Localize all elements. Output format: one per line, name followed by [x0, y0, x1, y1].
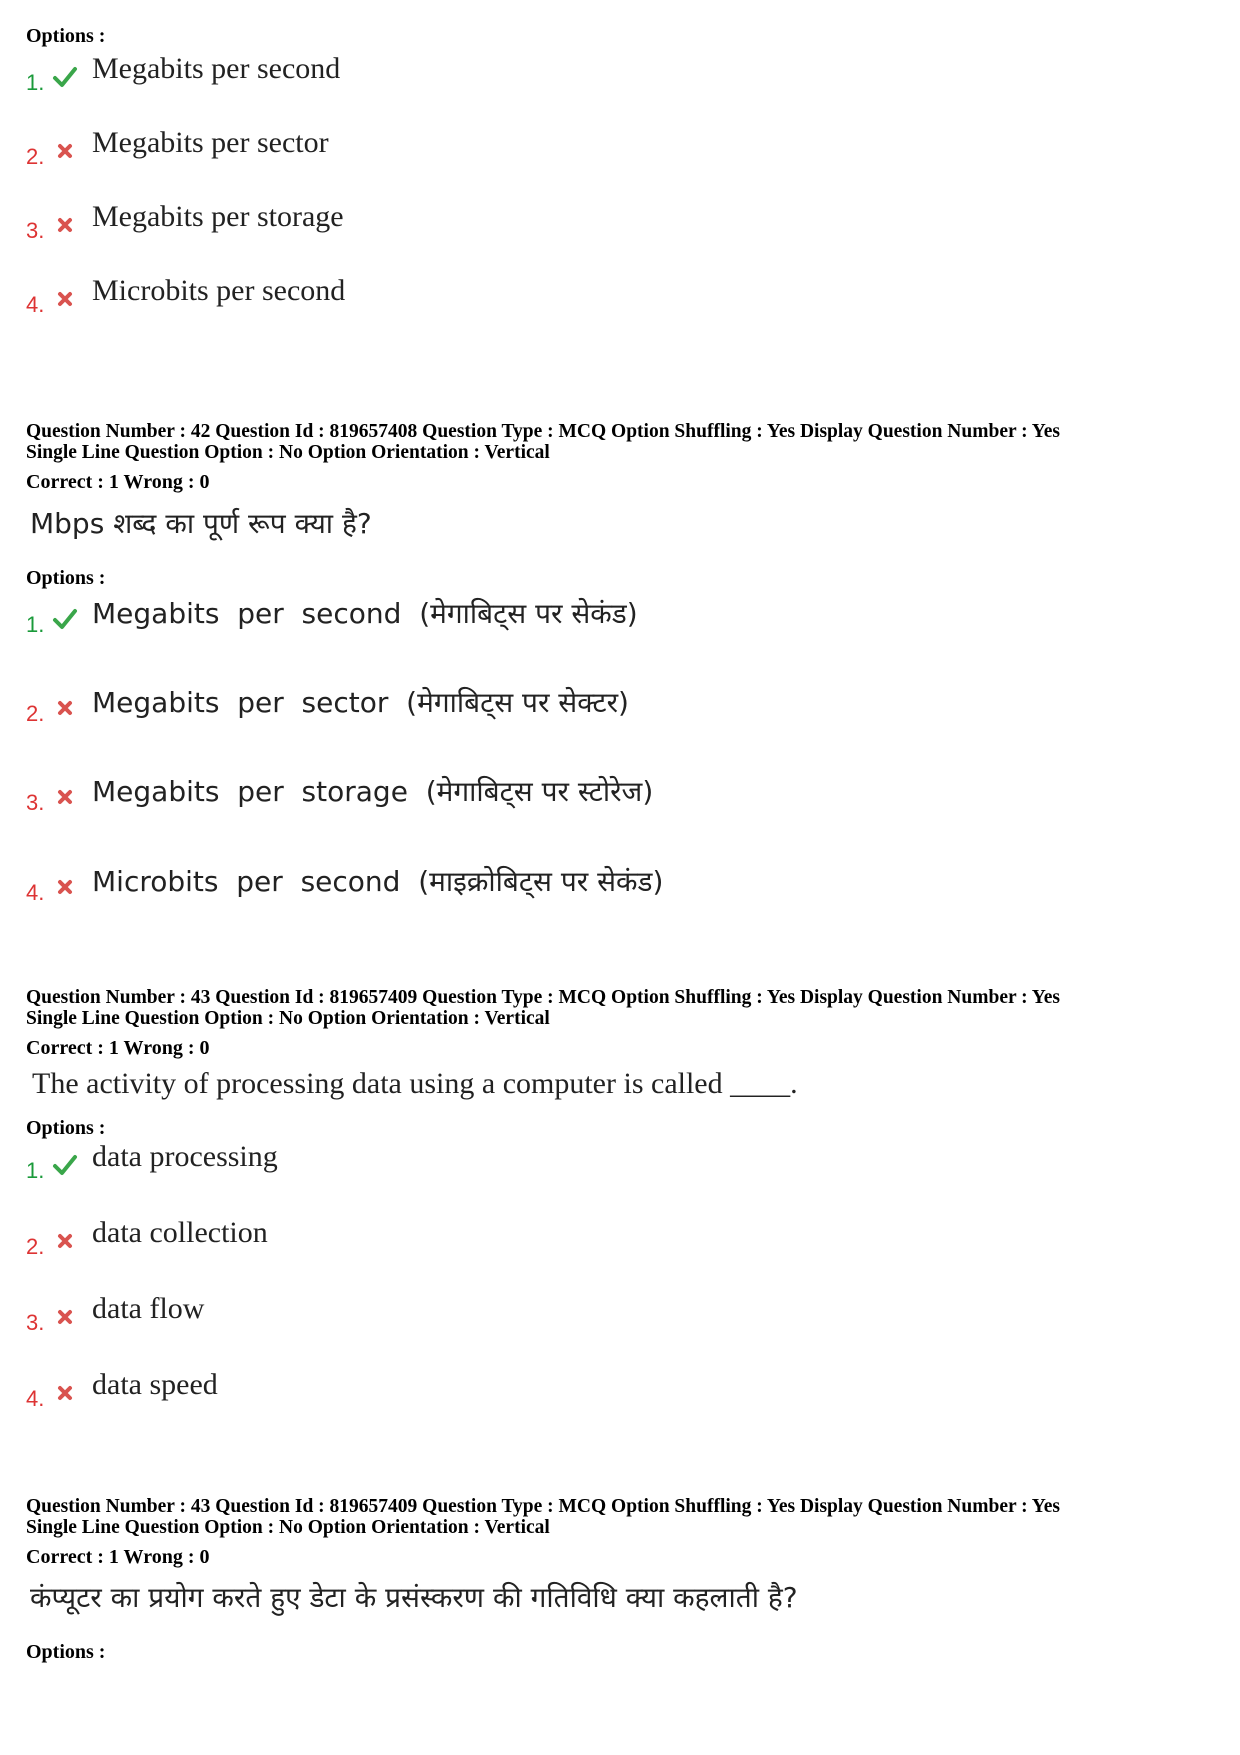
option-text: Megabits per storage — [92, 200, 344, 233]
cross-icon — [52, 212, 78, 238]
option-number: 1. — [26, 1158, 45, 1183]
option-text: data speed — [92, 1368, 218, 1401]
check-icon — [52, 606, 78, 632]
cross-icon — [52, 1380, 78, 1406]
option-number: 1. — [26, 70, 45, 95]
option-text: data processing — [92, 1140, 278, 1173]
check-icon — [52, 64, 78, 90]
option-text: data collection — [92, 1216, 268, 1249]
option-number: 2. — [26, 1234, 45, 1259]
option-number: 4. — [26, 292, 45, 317]
cross-icon — [52, 784, 78, 810]
option-text: Microbits per second (माइक्रोबिट्स पर सेकंड) — [92, 865, 664, 898]
option-number: 4. — [26, 880, 45, 905]
question-text: The activity of processing data using a computer is called ____. — [32, 1067, 798, 1100]
question-meta-line2: Single Line Question Option : No Option Orientation : Vertical — [26, 1008, 550, 1029]
option-number: 3. — [26, 1310, 45, 1335]
cross-icon — [52, 695, 78, 721]
option-text: Megabits per second (मेगाबिट्स पर सेकंड) — [92, 597, 638, 630]
option-text: Megabits per sector (मेगाबिट्स पर सेक्टर) — [92, 686, 629, 719]
option-number: 2. — [26, 144, 45, 169]
option-number: 1. — [26, 612, 45, 637]
correct-wrong: Correct : 1 Wrong : 0 — [26, 1037, 210, 1059]
cross-icon — [52, 1228, 78, 1254]
question-text: Mbps शब्द का पूर्ण रूप क्या है? — [30, 507, 372, 540]
question-meta-line2: Single Line Question Option : No Option Orientation : Vertical — [26, 442, 550, 463]
option-text: Megabits per second — [92, 52, 341, 85]
question-text: कंप्यूटर का प्रयोग करते हुए डेटा के प्रसंस्करण की गतिविधि क्या कहलाती है? — [30, 1581, 798, 1614]
option-text: data flow — [92, 1292, 205, 1325]
correct-wrong: Correct : 1 Wrong : 0 — [26, 1546, 210, 1568]
question-meta-line1: Question Number : 42 Question Id : 819657408 Question Type : MCQ Option Shuffling : Yes Display Question Number : Yes — [26, 421, 1060, 442]
cross-icon — [52, 874, 78, 900]
option-number: 4. — [26, 1386, 45, 1411]
options-label: Options : — [26, 567, 106, 589]
question-meta-line1: Question Number : 43 Question Id : 819657409 Question Type : MCQ Option Shuffling : Yes Display Question Number : Yes — [26, 987, 1060, 1008]
cross-icon — [52, 138, 78, 164]
option-number: 3. — [26, 790, 45, 815]
options-label: Options : — [26, 1641, 106, 1663]
question-meta-line2: Single Line Question Option : No Option Orientation : Vertical — [26, 1517, 550, 1538]
question-meta-line1: Question Number : 43 Question Id : 819657409 Question Type : MCQ Option Shuffling : Yes Display Question Number : Yes — [26, 1496, 1060, 1517]
option-text: Megabits per sector — [92, 126, 329, 159]
option-number: 2. — [26, 701, 45, 726]
check-icon — [52, 1152, 78, 1178]
option-number: 3. — [26, 218, 45, 243]
options-label: Options : — [26, 1117, 106, 1139]
option-text: Microbits per second — [92, 274, 346, 307]
cross-icon — [52, 286, 78, 312]
cross-icon — [52, 1304, 78, 1330]
option-text: Megabits per storage (मेगाबिट्स पर स्टोरेज) — [92, 775, 654, 808]
correct-wrong: Correct : 1 Wrong : 0 — [26, 471, 210, 493]
options-label: Options : — [26, 25, 106, 47]
